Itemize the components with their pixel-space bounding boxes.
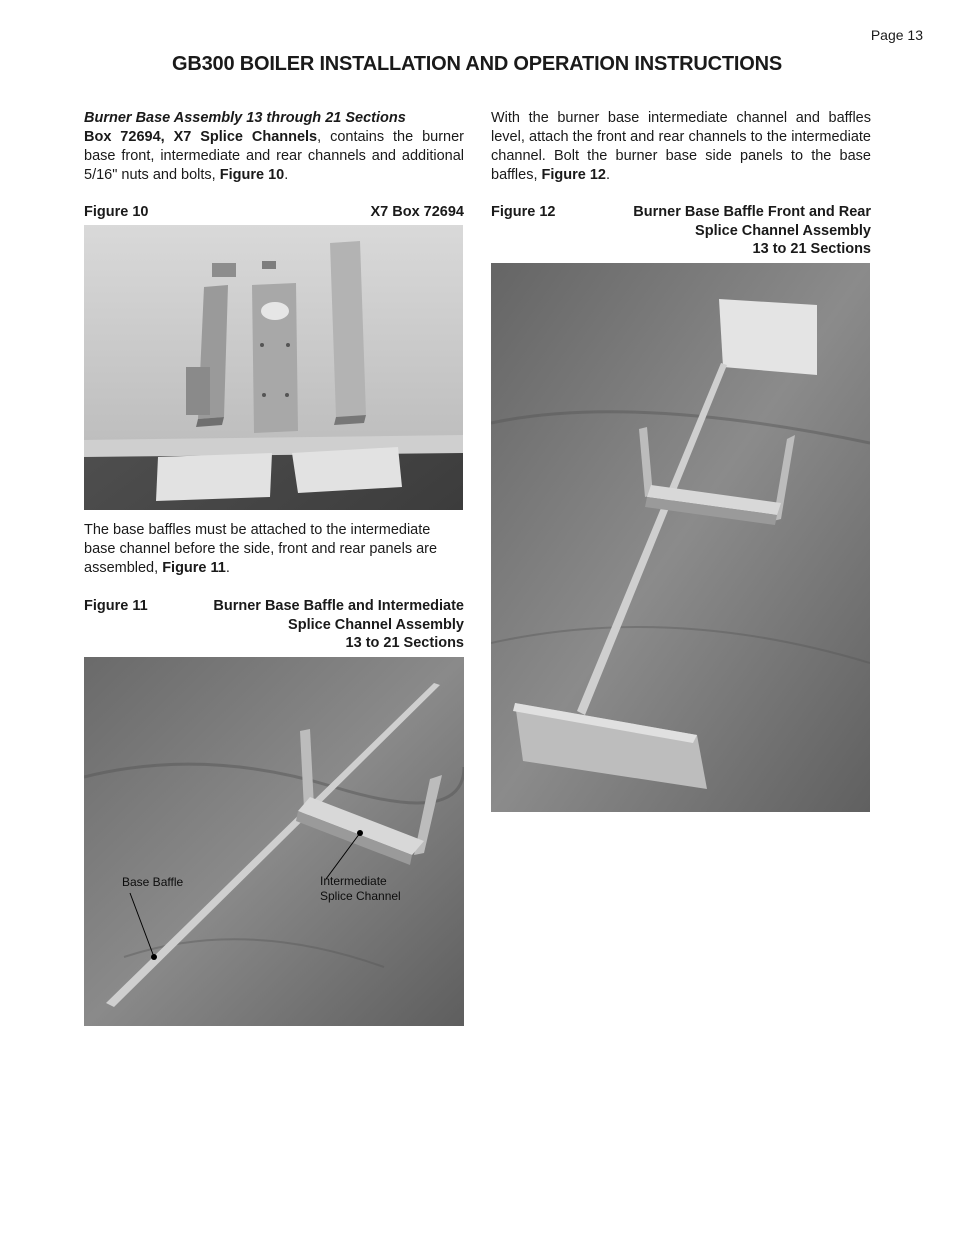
right-column	[491, 109, 871, 259]
page-number: Page 13	[870, 27, 923, 43]
figure-12-label: Figure 12	[491, 204, 556, 220]
box-label: Box 72694, X7 Splice Channels	[84, 129, 318, 145]
callout-intermediate-splice-channel	[320, 874, 401, 904]
figure-12-caption	[633, 203, 871, 259]
figure-12-caption-line: 13 to 21 Sections	[752, 241, 871, 257]
figure-12-caption-line: Splice Channel Assembly	[695, 222, 871, 239]
figure-10-label: Figure 10	[84, 204, 149, 220]
figure-11-caption	[213, 597, 464, 653]
callout-line: Intermediate	[320, 874, 387, 888]
figure-10-ref: Figure 10	[219, 167, 285, 183]
figure-11-photo	[84, 657, 464, 1026]
assembly-paragraph	[491, 109, 871, 185]
assembly-end: .	[606, 167, 611, 183]
figure-11-label: Figure 11	[84, 598, 148, 614]
assembly-text: With the burner base intermediate channel and baffles level, attach the front and rear channels to the intermediate channel. Bolt the burner base side panels to the base baffles,	[491, 110, 871, 183]
figure-12-header	[491, 203, 871, 259]
left-column	[84, 109, 464, 222]
figure-11-caption-line: Burner Base Baffle and Intermediate	[213, 598, 464, 614]
para-2-end: .	[225, 560, 230, 576]
figure-12-photo	[491, 263, 870, 812]
figure-11-ref: Figure 11	[162, 560, 226, 576]
figure-11-header	[84, 597, 464, 653]
section-subheading: Burner Base Assembly 13 through 21 Sections	[84, 110, 406, 126]
figure-10-header	[84, 203, 464, 222]
intro-text: , contains the burner base front, intermediate and rear channels and additional 5/16" nuts and bolts,	[84, 129, 464, 183]
baffle-paragraph	[84, 521, 464, 578]
para-2-block	[84, 521, 464, 653]
intro-end: .	[284, 167, 289, 183]
callout-base-baffle: Base Baffle	[122, 875, 184, 889]
page-title: GB300 BOILER INSTALLATION AND OPERATION INSTRUCTIONS	[172, 53, 782, 75]
figure-12-caption-line: Burner Base Baffle Front and Rear	[633, 204, 871, 220]
intro-paragraph	[84, 128, 464, 185]
figure-10-photo	[84, 225, 463, 510]
callout-line: Splice Channel	[320, 889, 401, 903]
figure-12-ref: Figure 12	[541, 167, 606, 183]
figure-11-caption-line: 13 to 21 Sections	[345, 635, 464, 651]
figure-11-caption-line: Splice Channel Assembly	[288, 616, 464, 633]
para-2-text: The base baffles must be attached to the intermediate base channel before the side, front and rear panels are assembled,	[84, 522, 438, 576]
figure-10-caption: X7 Box 72694	[370, 204, 464, 220]
